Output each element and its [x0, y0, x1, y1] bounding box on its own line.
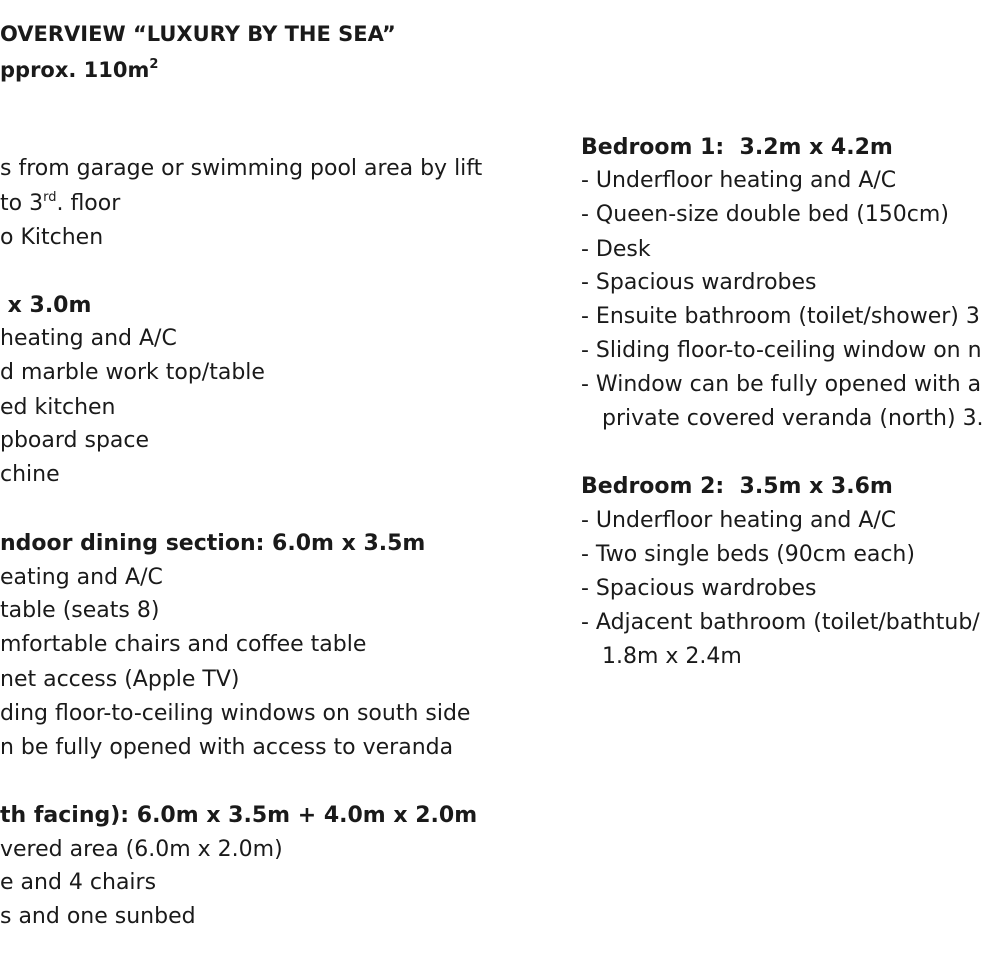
list-item: eating and A/C	[0, 565, 163, 590]
list-item: - Adjacent bathroom (toilet/bathtub/	[581, 610, 980, 635]
apartment-size	[0, 57, 159, 82]
floor-line: to 3rd. floor	[0, 190, 121, 216]
list-item: ding floor-to-ceiling windows on south side	[0, 701, 471, 726]
list-item: net access (Apple TV)	[0, 667, 240, 692]
access-line: s from garage or swimming pool area by lift	[0, 156, 483, 181]
list-item: ed kitchen	[0, 395, 116, 420]
list-item: - Desk	[581, 237, 651, 262]
list-item: s and one sunbed	[0, 904, 196, 929]
kitchen-heading: x 3.0m	[0, 293, 92, 318]
list-item: - Underfloor heating and A/C	[581, 168, 897, 193]
list-item: - Two single beds (90cm each)	[581, 542, 915, 567]
list-item: table (seats 8)	[0, 598, 160, 623]
size-superscript: 2	[149, 57, 159, 72]
list-item: vered area (6.0m x 2.0m)	[0, 837, 283, 862]
dining-heading: ndoor dining section: 6.0m x 3.5m	[0, 531, 426, 556]
list-item: chine	[0, 462, 60, 487]
list-item: - Ensuite bathroom (toilet/shower) 3	[581, 304, 980, 329]
list-item: - Sliding floor-to-ceiling window on n	[581, 338, 982, 363]
list-item: - Queen-size double bed (150cm)	[581, 202, 949, 227]
list-item: - Underfloor heating and A/C	[581, 508, 897, 533]
list-item: pboard space	[0, 428, 150, 453]
bedroom2-heading: Bedroom 2: 3.5m x 3.6m	[581, 474, 893, 499]
list-item: 1.8m x 2.4m	[581, 644, 742, 669]
bedroom1-heading: Bedroom 1: 3.2m x 4.2m	[581, 135, 893, 160]
list-item: - Window can be fully opened with a	[581, 372, 982, 397]
list-item: - Spacious wardrobes	[581, 270, 817, 295]
list-item: heating and A/C	[0, 326, 177, 351]
list-item: d marble work top/table	[0, 360, 265, 385]
document-title: OVERVIEW “LUXURY BY THE SEA”	[0, 22, 396, 46]
list-item: - Spacious wardrobes	[581, 576, 817, 601]
list-item: n be fully opened with access to veranda	[0, 735, 454, 760]
list-item: mfortable chairs and coffee table	[0, 632, 367, 657]
size-label: pprox. 110m	[0, 58, 150, 82]
veranda-heading: th facing): 6.0m x 3.5m + 4.0m x 2.0m	[0, 803, 478, 828]
list-item: e and 4 chairs	[0, 870, 157, 895]
kitchen-line: o Kitchen	[0, 225, 104, 250]
list-item: private covered veranda (north) 3.	[581, 406, 984, 431]
